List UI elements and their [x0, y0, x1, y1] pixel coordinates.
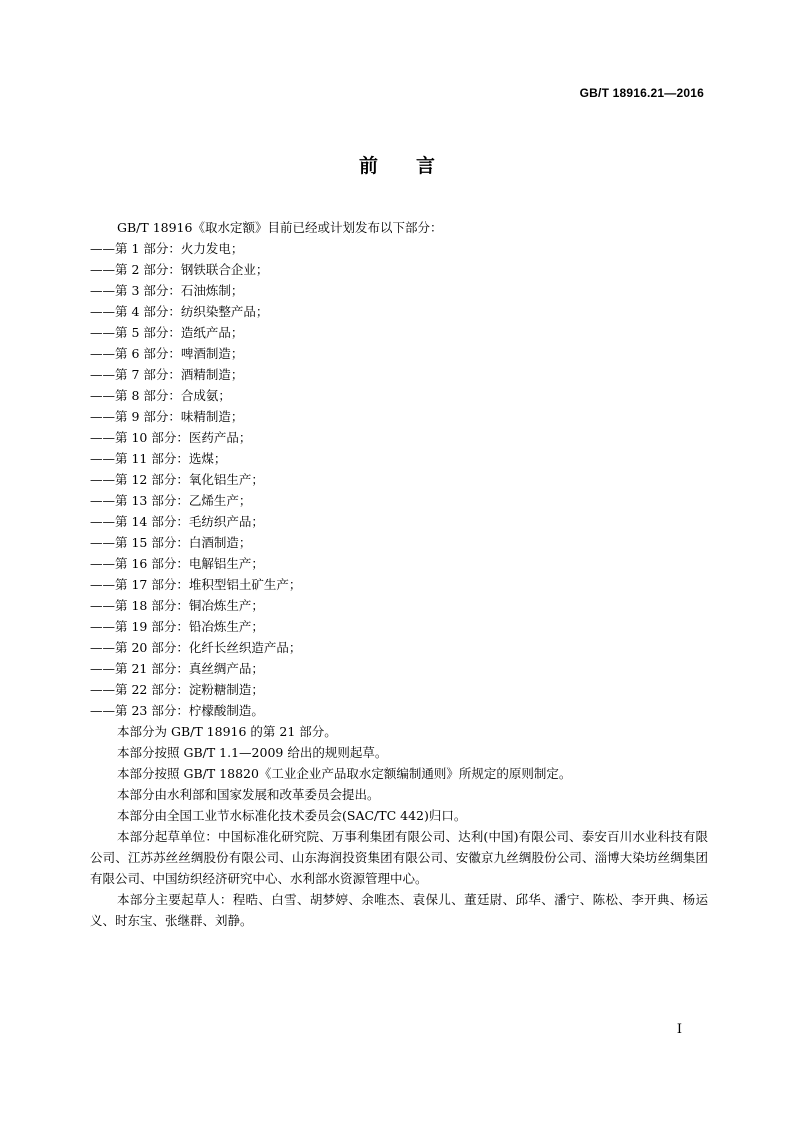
parts-list	[90, 238, 708, 721]
list-item: ——第 18 部分：铜冶炼生产；	[90, 598, 264, 613]
list-item: ——第 16 部分：电解铝生产；	[90, 556, 264, 571]
list-item: ——第 21 部分：真丝绸产品；	[90, 661, 264, 676]
page-title: 前言	[358, 155, 473, 177]
list-item: ——第 20 部分：化纤长丝织造产品；	[90, 640, 302, 655]
list-item: ——第 19 部分：铅冶炼生产；	[90, 619, 264, 634]
list-item: ——第 23 部分：柠檬酸制造。	[90, 703, 264, 718]
statement-principles: 本部分按照 GB/T 18820《工业企业产品取水定额编制通则》所规定的原则制定。	[117, 766, 572, 781]
list-item: ——第 14 部分：毛纺织产品；	[90, 514, 264, 529]
list-item: ——第 7 部分：酒精制造；	[90, 367, 244, 382]
statement-under-jurisdiction: 本部分由全国工业节水标准化技术委员会(SAC/TC 442)归口。	[117, 808, 467, 823]
list-item: ——第 3 部分：石油炼制；	[90, 283, 244, 298]
list-item: ——第 13 部分：乙烯生产；	[90, 493, 252, 508]
intro-line: GB/T 18916《取水定额》目前已经或计划发布以下部分：	[117, 220, 443, 235]
statement-proposed-by: 本部分由水利部和国家发展和改革委员会提出。	[117, 787, 380, 802]
list-item: ——第 10 部分：医药产品；	[90, 430, 252, 445]
list-item: ——第 9 部分：味精制造；	[90, 409, 244, 424]
standard-code: GB/T 18916.21—2016	[579, 86, 704, 100]
list-item: ——第 22 部分：淀粉糖制造；	[90, 682, 264, 697]
statement-main-drafters: 本部分主要起草人：程晧、白雪、胡梦婷、余唯杰、袁保儿、董廷尉、邱华、潘宁、陈松、李开典、杨运义、时东宝、张继群、刘静。	[90, 892, 708, 928]
statement-drafting-units: 本部分起草单位：中国标准化研究院、万事利集团有限公司、达利(中国)有限公司、泰安百川水业科技有限公司、江苏苏丝丝绸股份有限公司、山东海润投资集团有限公司、安徽京九丝绸股份公司、淄博大染坊丝绸集团有限公司、中国纺织经济研究中心、水利部水资源管理中心。	[90, 829, 708, 886]
list-item: ——第 15 部分：白酒制造；	[90, 535, 252, 550]
statement-drafting-rules: 本部分按照 GB/T 1.1—2009 给出的规则起草。	[117, 745, 388, 760]
page-number: I	[676, 1022, 682, 1037]
document-body	[90, 217, 708, 931]
list-item: ——第 5 部分：造纸产品；	[90, 325, 244, 340]
list-item: ——第 1 部分：火力发电；	[90, 241, 244, 256]
list-item: ——第 4 部分：纺织染整产品；	[90, 304, 269, 319]
statement-part-number: 本部分为 GB/T 18916 的第 21 部分。	[117, 724, 337, 739]
list-item: ——第 12 部分：氧化铝生产；	[90, 472, 264, 487]
list-item: ——第 17 部分：堆积型铝土矿生产；	[90, 577, 302, 592]
list-item: ——第 11 部分：选煤；	[90, 451, 227, 466]
list-item: ——第 8 部分：合成氨；	[90, 388, 231, 403]
list-item: ——第 6 部分：啤酒制造；	[90, 346, 244, 361]
list-item: ——第 2 部分：钢铁联合企业；	[90, 262, 269, 277]
